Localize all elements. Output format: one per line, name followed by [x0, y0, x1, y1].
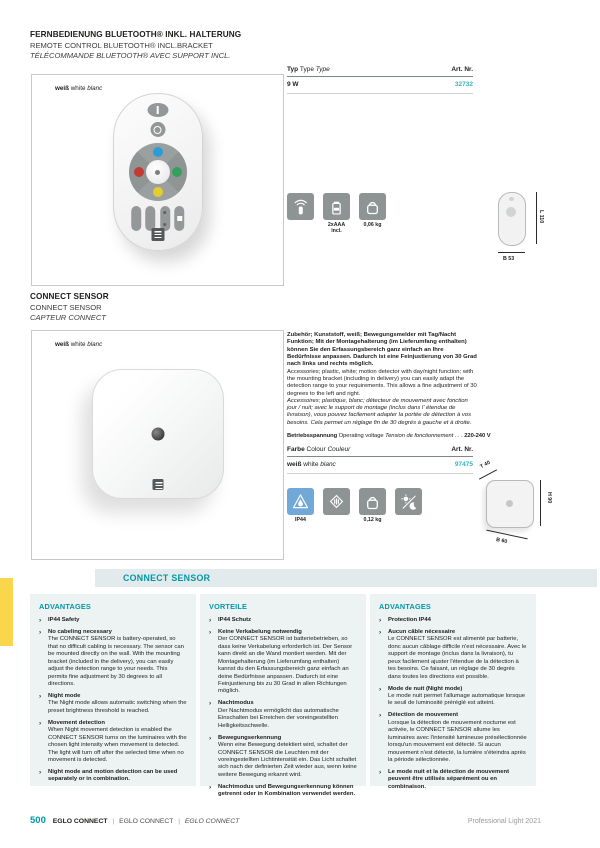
pictogram-remote-signal — [287, 193, 314, 235]
column-heading: ADVANTAGES — [39, 602, 91, 611]
features-header-bar — [95, 569, 597, 587]
spec-header-row: Farbe Colour Couleur Art. Nr. — [287, 446, 473, 457]
feature-item: › Le mode nuit et la détection de mouvement peuvent être utilisés séparément ou en combinaison. — [379, 768, 510, 790]
title-en: REMOTE CONTROL BLUETOOTH® INCL.BRACKET — [30, 40, 213, 50]
color-dpad — [129, 143, 187, 201]
battery-label: 2xAAA incl. — [327, 222, 346, 235]
description-fr: Accessoires; plastique, blanc; détecteur de mouvement avec fonction jour / nuit; avec le support de montage (inclus dans l' étendue de livraison), vous pouvez facilement adapter la portée de détection à vos besoins. Cela permet un réglage fin de 30 degrés à gauche et à droite. — [287, 397, 472, 426]
day-night-icon — [395, 488, 422, 515]
title-fr: CAPTEUR CONNECT — [30, 312, 106, 322]
feature-item: › Protection IP44 — [379, 617, 431, 624]
feature-item: › Night mode and motion detection can be used separately or in combination. — [39, 768, 178, 783]
article-number: 97475 — [454, 461, 473, 468]
title-de: CONNECT SENSOR — [30, 292, 109, 301]
remote-control-image — [113, 93, 203, 251]
sensor-spec-table — [287, 446, 473, 474]
remote-product-title — [30, 30, 241, 60]
remote-photo-box — [31, 74, 284, 286]
operating-voltage-row: Betriebsspannung Operating voltage Tension de fonctionnement . . . 220-240 V — [287, 433, 491, 439]
sensor-description — [287, 332, 478, 427]
title-en: CONNECT SENSOR — [30, 302, 102, 312]
features-header: CONNECT SENSOR — [123, 573, 211, 583]
sensor-photo-box — [31, 330, 284, 560]
feature-item: › No cabeling necessary The CONNECT SENSOR is battery-operated, so that no difficult cabling is necessary. The sensor can be mounted directly on the wall. With the mounting bracket (included in the delivery), you can easily adjust the detection range to your needs. This permits fine adjustment by 30 degrees to all directions. — [39, 628, 184, 687]
spec-data-row — [287, 77, 473, 94]
spec-header-row: Typ Type Type Art. Nr. — [287, 66, 473, 77]
voltage-value: 220-240 V — [464, 433, 491, 439]
pictogram-weight — [359, 488, 386, 523]
dim-button-icon — [150, 122, 165, 137]
features-column-fr — [370, 594, 536, 790]
spec-data-row: weiß white blanc 97475 — [287, 457, 473, 474]
column-heading: VORTEILE — [209, 602, 248, 611]
remote-spec-table — [287, 66, 473, 94]
feature-item: › IP44 Safety — [39, 617, 80, 624]
pictogram-weight — [359, 193, 386, 235]
art-nr-header: Art. Nr. — [451, 446, 473, 453]
feature-item: › Movement detection When Night movement detection is enabled the CONNECT SENSOR turns on the luminaires with the chosen light intensity when movement is detected. The light will turn off after the selected time when no movement is detected. — [39, 719, 187, 763]
color-label: weiß white blanc — [55, 341, 103, 348]
catalog-name: Professional Light 2021 — [467, 818, 541, 825]
features-column-en — [30, 594, 196, 786]
ip44-drop-icon — [287, 488, 314, 515]
art-nr-header: Art. Nr. — [451, 66, 473, 73]
weight-label: 0,12 kg — [363, 517, 382, 523]
article-number: 32732 — [454, 81, 473, 88]
feature-item: › IP44 Schutz — [209, 617, 252, 624]
footer-brand-italic: EGLO CONNECT — [184, 818, 240, 825]
pictogram-day-night — [395, 488, 422, 523]
battery-icon — [323, 193, 350, 220]
sensor-dimension-drawing — [466, 459, 570, 548]
feature-item: › Night mode The Night mode allows automatic switching when the preset brightness threshold is reached. — [39, 692, 187, 714]
remote-pictograms — [287, 193, 386, 235]
remote-signal-icon — [287, 193, 314, 220]
feature-item: › Keine Verkabelung notwendig Der CONNECT SENSOR ist batteriebetrieben, so dass keine Verkabelung erforderlich ist. Der Sensor kann direkt an die Wand montiert werden. Mit der Montagehalterung (im Lieferumfang enthalten) kannst du den Erfassungsbereich ganz einfach an deine Bedürfnisse anpassen. Dadurch ist eine Feinjustierung bis zu 30 Grad in allen Richtungen möglich. — [209, 628, 353, 695]
weight-label: 0,06 kg — [363, 222, 382, 228]
depth-dimension: T 40 — [479, 459, 492, 471]
pictogram-ip44 — [287, 488, 314, 523]
features-column-de — [200, 594, 366, 798]
feature-item: › Mode de nuit (Night mode) Le mode nuit permet l'allumage automatique lorsque le seuil de luminosité préréglé est atteint. — [379, 685, 526, 707]
weight-icon — [359, 488, 386, 515]
green-dot — [172, 167, 182, 177]
pictogram-battery — [323, 193, 350, 235]
eglo-logo — [151, 228, 164, 241]
eglo-logo — [152, 479, 163, 490]
sensor-product-title — [30, 292, 109, 322]
ip44-label: IP44 — [295, 517, 306, 523]
remote-outline — [498, 192, 526, 246]
title-de: FERNBEDIENUNG BLUETOOTH® INKL. HALTERUNG — [30, 30, 242, 39]
red-dot — [134, 167, 144, 177]
color-label: weiß white blanc — [55, 85, 103, 92]
feature-item: › Aucun câble nécessaire Le CONNECT SENSOR est alimenté par batterie, donc aucun câblage difficile n'est nécessaire. Avec le support de montage (inclus dans la livraison), tu peux facilement ajuster l'étendue de la détection à tes besoins. Ce faisant, un réglage de 30 degrés dans toutes les directions est possible. — [379, 628, 527, 680]
footer-brand-regular: EGLO CONNECT — [119, 818, 174, 825]
sensor-outline — [486, 480, 534, 528]
sensor-image — [92, 369, 224, 499]
height-dimension: H 90 — [546, 492, 552, 504]
title-fr: TÉLÉCOMMANDE BLUETOOTH® AVEC SUPPORT INCL. — [30, 50, 231, 60]
blue-dot — [153, 147, 163, 157]
wattage-value: 9 W — [287, 81, 299, 88]
page-edge-tab — [0, 578, 13, 646]
feature-item: › Nachtmodus Der Nachtmodus ermöglicht das automatische Einschalten bei Erreichen der voreingestellten Helligkeitsschwelle. — [209, 700, 339, 729]
width-dimension: B 60 — [495, 536, 508, 546]
feature-item: › Bewegungserkennung Wenn eine Bewegung detektiert wird, schaltet der CONNECT SENSOR die Leuchten mit der voreingestellten Lichtintensität ein. Das Licht schaltet sich nach der definierten Zeit wieder aus, wenn keine weitere Bewegung erkannt wird. — [209, 734, 357, 778]
dpad-center — [146, 160, 170, 184]
feature-item: › Détection de mouvement Lorsque la détection de mouvement nocturne est activée, le CONNECT SENSOR allume les luminaires avec l'intensité lumineuse présélectionnée lorsqu'un mouvement est détecté. Si aucun mouvement n'est détecté, la lumière s'éteindra après la période sélectionnée. — [379, 712, 527, 763]
sensor-pictograms — [287, 488, 422, 523]
pictogram-motion-detector — [323, 488, 350, 523]
weight-icon — [359, 193, 386, 220]
bullet: › — [39, 617, 42, 624]
column-heading: ADVANTAGES — [379, 602, 431, 611]
page-footer — [30, 815, 541, 826]
description-en: Accessories; plastic, white; motion detector with day/night function; with the mounting bracket (including in delivery) you can easily adapt the detection range to your requirements. This allows a fine adjustment of 30 degrees to the left and right. — [287, 368, 477, 397]
footer-brand-bold: EGLO CONNECT — [52, 818, 108, 825]
yellow-dot — [153, 187, 163, 197]
remote-dimension-drawing — [492, 186, 564, 270]
motion-detector-icon — [323, 488, 350, 515]
feature-item: › Nachtmodus und Bewegungserkennung können getrennt oder in Kombination verwendet werden. — [209, 783, 356, 798]
motion-lens — [151, 428, 164, 441]
length-dimension: L 110 — [538, 210, 544, 224]
power-button-icon — [147, 103, 168, 117]
page-number: 500 — [30, 815, 46, 826]
footer-left: 500 EGLO CONNECT | EGLO CONNECT | EGLO CONNECT — [30, 815, 240, 826]
width-dimension: B 53 — [503, 256, 515, 262]
description-de: Zubehör; Kunststoff, weiß; Bewegungsmelder mit Tag/Nacht Funktion; Mit der Montagehalterung (im Lieferumfang enthalten) können Sie den Erfassungsbereich ganz einfach an Ihre Bedürfnisse anpassen. Dadurch ist eine Feinjustierung von 30 Grad nach links und rechts möglich. — [287, 332, 477, 368]
